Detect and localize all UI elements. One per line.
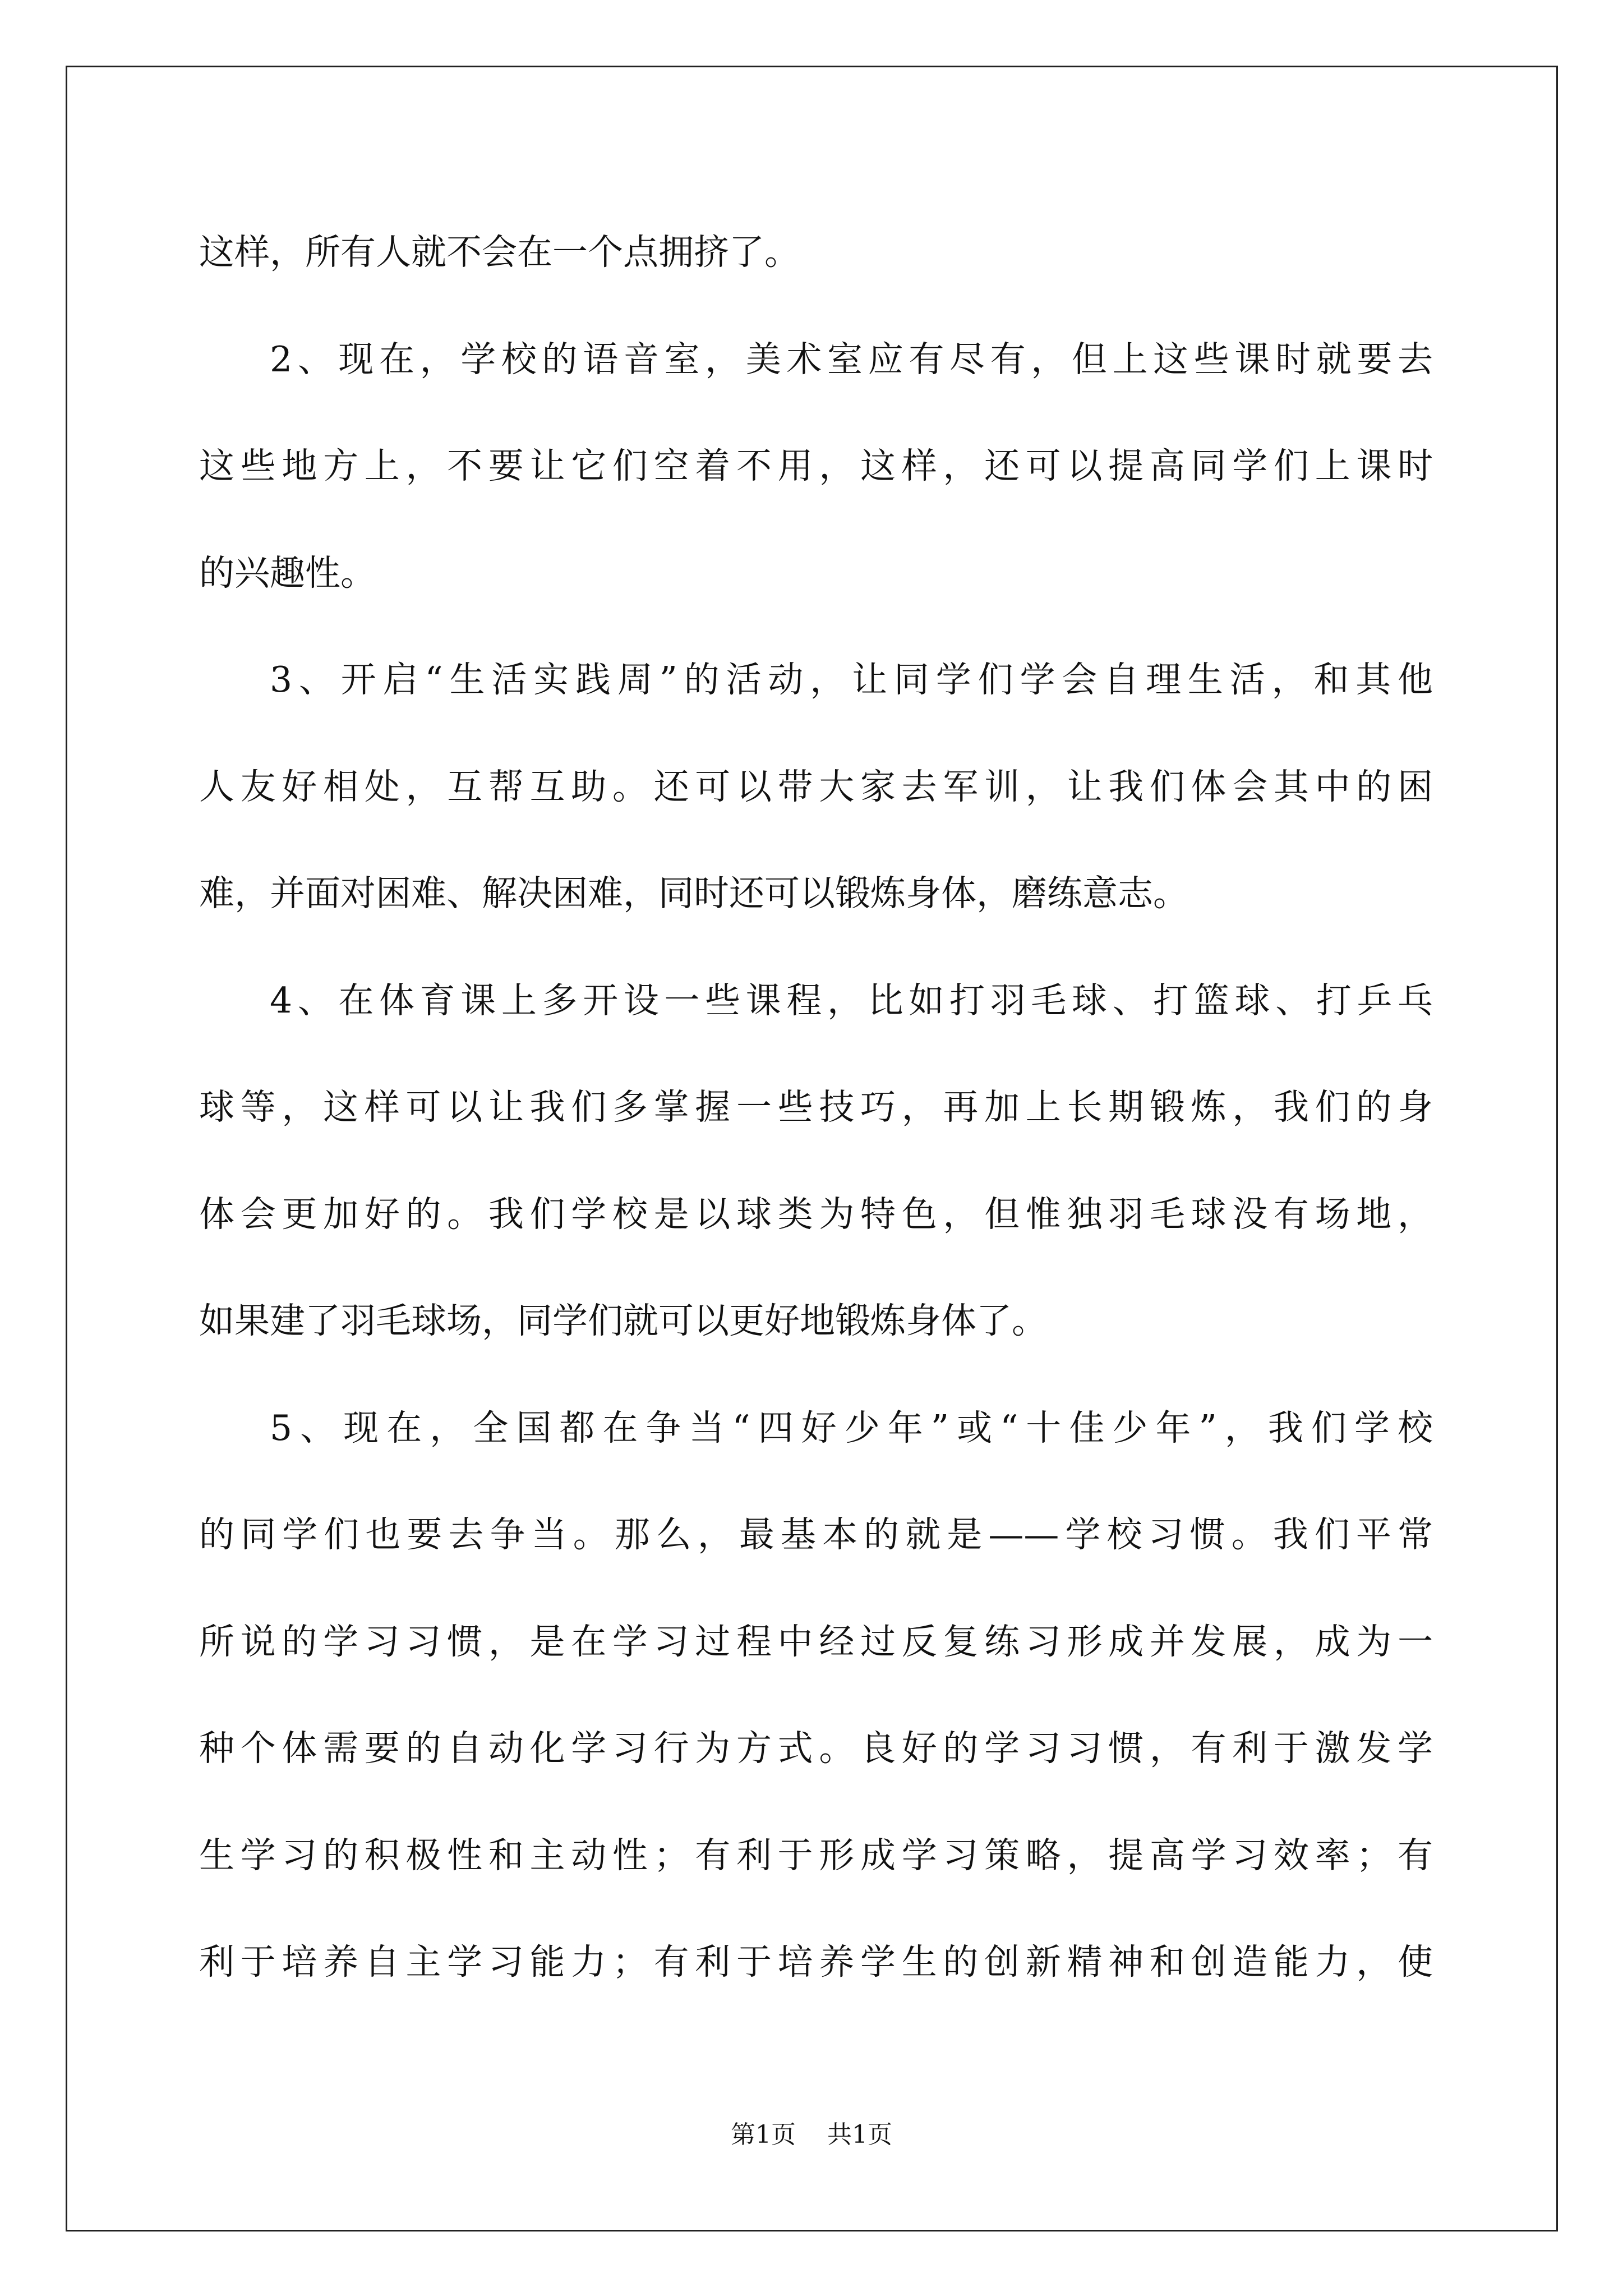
text-line-12: 5、现在，全国都在争当“四好少年”或“十佳少年”，我们学校 (270, 1407, 1433, 1448)
text-line-7: 难，并面对困难、解决困难，同时还可以锻炼身体，磨练意志。 (199, 873, 1188, 914)
text-line-9: 球等，这样可以让我们多掌握一些技巧，再加上长期锻炼，我们的身 (199, 1087, 1433, 1128)
text-line-10: 体会更加好的。我们学校是以球类为特色，但惟独羽毛球没有场地， (199, 1193, 1433, 1235)
text-line-8: 4、在体育课上多开设一些课程，比如打羽毛球、打篮球、打乒乓 (270, 979, 1433, 1021)
page-number: 第1页 (731, 2120, 796, 2149)
text-line-14: 所说的学习习惯，是在学习过程中经过反复练习形成并发展，成为一 (199, 1621, 1433, 1662)
text-line-3: 这些地方上，不要让它们空着不用，这样，还可以提高同学们上课时 (199, 445, 1433, 486)
text-line-5: 3、开启“生活实践周”的活动，让同学们学会自理生活，和其他 (270, 659, 1433, 700)
text-line-17: 利于培养自主学习能力；有利于培养学生的创新精神和创造能力，使 (199, 1941, 1433, 1982)
text-line-13: 的同学们也要去争当。那么，最基本的就是——学校习惯。我们平常 (199, 1514, 1433, 1555)
document-body (199, 199, 1433, 2016)
page-footer (0, 2118, 1623, 2152)
text-line-1: 这样，所有人就不会在一个点拥挤了。 (199, 232, 800, 273)
text-line-4: 的兴趣性。 (199, 552, 376, 593)
text-line-6: 人友好相处，互帮互助。还可以带大家去军训，让我们体会其中的困 (199, 766, 1433, 807)
text-line-11: 如果建了羽毛球场，同学们就可以更好地锻炼身体了。 (199, 1300, 1047, 1341)
page-total: 共1页 (827, 2120, 892, 2149)
text-line-15: 种个体需要的自动化学习行为方式。良好的学习习惯，有利于激发学 (199, 1728, 1433, 1769)
text-line-16: 生学习的积极性和主动性；有利于形成学习策略，提高学习效率；有 (199, 1834, 1433, 1876)
text-line-2: 2、现在，学校的语音室，美术室应有尽有，但上这些课时就要去 (270, 338, 1433, 380)
